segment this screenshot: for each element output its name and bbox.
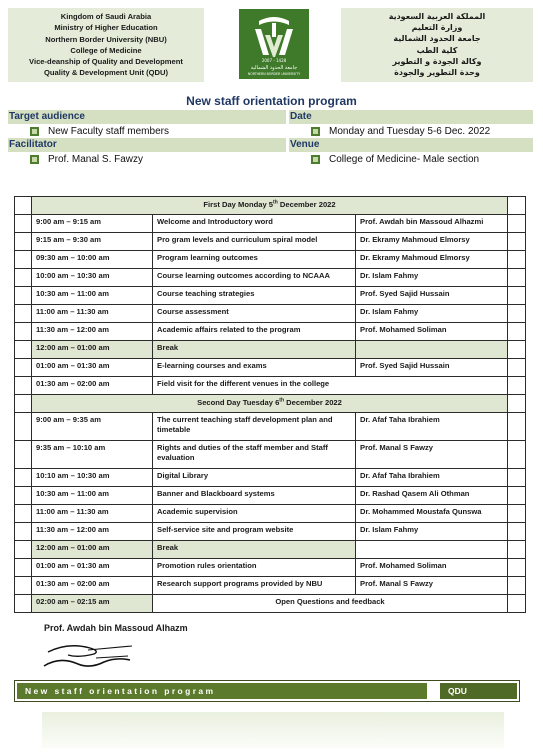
session-topic: Rights and duties of the staff member and Staff evaluation — [153, 441, 356, 469]
university-logo — [239, 9, 309, 79]
day-header-row — [15, 395, 526, 413]
break-row — [15, 541, 526, 559]
session-topic: Research support programs provided by NBU — [153, 577, 356, 595]
logo-arabic-text: جامعة الحدود الشمالية — [250, 65, 298, 71]
schedule-table — [14, 196, 526, 613]
audience-label: Target audience — [8, 110, 286, 124]
session-topic: The current teaching staff development plan and timetable — [153, 413, 356, 441]
session-topic: Course assessment — [153, 305, 356, 323]
session-time: 9:15 am – 9:30 am — [32, 233, 153, 251]
handwritten-signature — [38, 638, 138, 672]
session-time: 10:30 am – 11:00 am — [32, 487, 153, 505]
table-row — [15, 577, 526, 595]
table-row — [15, 251, 526, 269]
session-topic: Promotion rules orientation — [153, 559, 356, 577]
venue-value: College of Medicine- Male section — [329, 154, 480, 165]
bullet-icon — [30, 127, 39, 136]
header-line-ar: وزارة التعليم — [411, 23, 463, 33]
table-row — [15, 559, 526, 577]
session-time: 11:30 am – 12:00 am — [32, 523, 153, 541]
session-time: 01:30 am – 02:00 am — [32, 577, 153, 595]
table-row — [15, 233, 526, 251]
facilitator-value: Prof. Manal S. Fawzy — [48, 154, 144, 165]
session-time: 11:30 am – 12:00 am — [32, 323, 153, 341]
session-speaker: Prof. Mohamed Soliman — [356, 559, 508, 577]
session-time: 11:00 am – 11:30 am — [32, 305, 153, 323]
page-title: New staff orientation program — [186, 94, 357, 108]
session-speaker: Dr. Ekramy Mahmoud Elmorsy — [356, 251, 508, 269]
table-row — [15, 287, 526, 305]
session-speaker — [356, 541, 508, 559]
day-two-heading: Second Day Tuesday 6th December 2022 — [32, 395, 508, 413]
session-speaker — [356, 341, 508, 359]
table-row — [15, 487, 526, 505]
session-time: 10:00 am – 10:30 am — [32, 269, 153, 287]
session-speaker: Dr. Mohammed Moustafa Qunswa — [356, 505, 508, 523]
session-topic: Open Questions and feedback — [153, 595, 508, 613]
session-topic: Academic supervision — [153, 505, 356, 523]
logo-english-text: NORTHERN BORDER UNIVERSITY — [247, 72, 301, 76]
bullet-icon — [311, 155, 320, 164]
session-topic: Break — [153, 341, 356, 359]
day-header-row — [15, 197, 526, 215]
session-topic: Course learning outcomes according to NCAAA — [153, 269, 356, 287]
logo-years: 2007 - 1428 — [261, 58, 287, 63]
session-speaker: Prof. Manal S Fawzy — [356, 441, 508, 469]
table-row — [15, 469, 526, 487]
session-time: 12:00 am – 01:00 am — [32, 341, 153, 359]
header-line: Vice-deanship of Quality and Development — [29, 57, 183, 67]
header-line: Kingdom of Saudi Arabia — [60, 12, 152, 21]
header-line-ar: كلية الطب — [416, 45, 458, 55]
date-label: Date — [289, 110, 533, 124]
session-time: 09:30 am – 10:00 am — [32, 251, 153, 269]
session-time: 9:35 am – 10:10 am — [32, 441, 153, 469]
footer-program-name: New staff orientation program — [17, 683, 427, 699]
footer-bar — [14, 680, 520, 702]
session-time: 10:10 am – 10:30 am — [32, 469, 153, 487]
session-time: 9:00 am – 9:15 am — [32, 215, 153, 233]
header-line-ar: جامعة الحدود الشمالية — [393, 34, 481, 44]
venue-label: Venue — [289, 138, 533, 152]
session-topic: Self-service site and program website — [153, 523, 356, 541]
bullet-icon — [30, 155, 39, 164]
table-row — [15, 413, 526, 441]
header-line: Quality & Development Unit (QDU) — [43, 68, 169, 78]
table-row — [15, 269, 526, 287]
session-speaker: Dr. Ekramy Mahmoud Elmorsy — [356, 233, 508, 251]
header-line: Ministry of Higher Education — [54, 23, 158, 33]
session-speaker: Dr. Afaf Taha Ibrahiem — [356, 413, 508, 441]
footer-unit-code: QDU — [440, 683, 517, 699]
table-row — [15, 215, 526, 233]
session-time: 01:00 am – 01:30 am — [32, 359, 153, 377]
session-speaker: Dr. Islam Fahmy — [356, 523, 508, 541]
header-line: College of Medicine — [70, 45, 142, 55]
session-speaker: Dr. Islam Fahmy — [356, 269, 508, 287]
session-time: 12:00 am – 01:00 am — [32, 541, 153, 559]
header-line: Northern Border University (NBU) — [45, 34, 167, 44]
facilitator-label: Facilitator — [8, 138, 286, 152]
footer-decoration — [42, 712, 504, 748]
header-line-ar: وكالة الجودة و التطوير — [392, 56, 482, 66]
session-time: 02:00 am – 02:15 am — [32, 595, 153, 613]
session-speaker: Prof. Manal S Fawzy — [356, 577, 508, 595]
session-topic: Break — [153, 541, 356, 559]
session-time: 01:00 am – 01:30 am — [32, 559, 153, 577]
session-topic: Digital Library — [153, 469, 356, 487]
session-speaker: Dr. Rashad Qasem Ali Othman — [356, 487, 508, 505]
session-topic: Academic affairs related to the program — [153, 323, 356, 341]
header-line-ar: المملكة العربية السعودية — [388, 12, 486, 21]
table-row — [15, 441, 526, 469]
session-topic: Banner and Blackboard systems — [153, 487, 356, 505]
table-row — [15, 377, 526, 395]
header-line-ar: وحدة التطوير والجودة — [394, 68, 480, 78]
session-topic: Course teaching strategies — [153, 287, 356, 305]
session-time: 11:00 am – 11:30 am — [32, 505, 153, 523]
table-row — [15, 323, 526, 341]
bullet-icon — [311, 127, 320, 136]
session-speaker: Prof. Syed Sajid Hussain — [356, 287, 508, 305]
session-time: 9:00 am – 9:35 am — [32, 413, 153, 441]
session-speaker: Dr. Islam Fahmy — [356, 305, 508, 323]
header-arabic-block — [341, 8, 533, 82]
break-row — [15, 341, 526, 359]
session-topic: Field visit for the different venues in the college — [153, 377, 508, 395]
signatory-name: Prof. Awdah bin Massoud Alhazm — [44, 623, 188, 633]
session-speaker: Prof. Syed Sajid Hussain — [356, 359, 508, 377]
session-time: 01:30 am – 02:00 am — [32, 377, 153, 395]
table-row — [15, 359, 526, 377]
day-one-heading: First Day Monday 5th December 2022 — [32, 197, 508, 215]
header-english-block — [8, 8, 204, 82]
table-row — [15, 595, 526, 613]
session-topic: Pro gram levels and curriculum spiral model — [153, 233, 356, 251]
session-time: 10:30 am – 11:00 am — [32, 287, 153, 305]
session-topic: Welcome and Introductory word — [153, 215, 356, 233]
session-topic: Program learning outcomes — [153, 251, 356, 269]
table-row — [15, 505, 526, 523]
session-topic: E-learning courses and exams — [153, 359, 356, 377]
date-value: Monday and Tuesday 5-6 Dec. 2022 — [329, 126, 491, 137]
session-speaker: Prof. Mohamed Soliman — [356, 323, 508, 341]
session-speaker: Prof. Awdah bin Massoud Alhazmi — [356, 215, 508, 233]
table-row — [15, 305, 526, 323]
audience-value: New Faculty staff members — [48, 126, 169, 137]
table-row — [15, 523, 526, 541]
session-speaker: Dr. Afaf Taha Ibrahiem — [356, 469, 508, 487]
